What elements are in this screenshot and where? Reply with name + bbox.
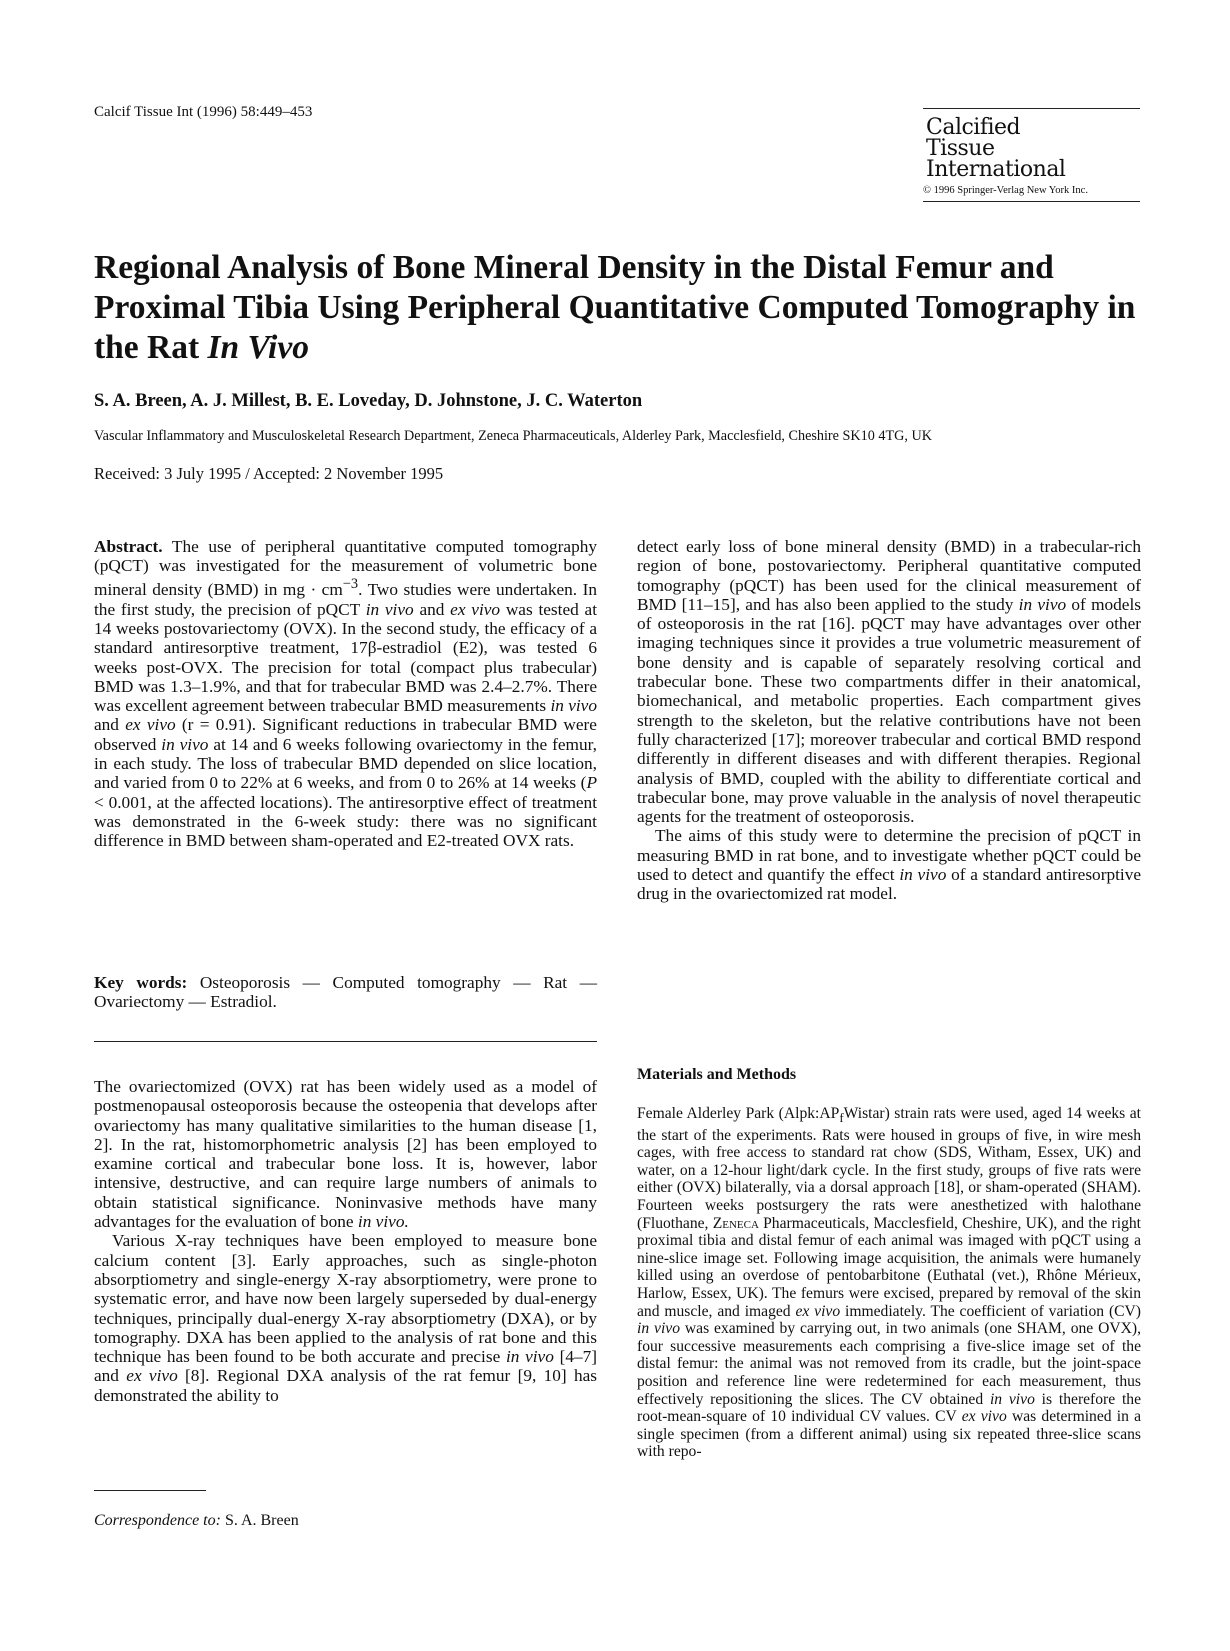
correspondence-footnote xyxy=(94,1512,299,1530)
intro-paragraph: The ovariectomized (OVX) rat has been widely used as a model of postmenopausal osteoporosis because the osteopenia that develops after ovariectomy has many qualitative similarities to the human disease [1, 2]. In the rat, histomorphometric analysis [2] has been employed to examine cortical and trabecular bone loss. It is, however, labor intensive, destructive, and can require large numbers of animals to obtain statistical significance. Noninvasive methods have many advantages for the evaluation of bone in vivo. xyxy=(94,1077,597,1232)
keywords-text: Osteoporosis — Computed tomography — Rat — Ovariectomy — Estradiol. xyxy=(94,973,597,1012)
journal-citation: Calcif Tissue Int (1996) 58:449–453 xyxy=(94,104,313,120)
introduction-right xyxy=(637,537,1141,904)
received-dates: Received: 3 July 1995 / Accepted: 2 November 1995 xyxy=(94,464,444,483)
intro-paragraph: The aims of this study were to determine the precision of pQCT in measuring BMD in rat bone, and to investigate whether pQCT could be used to detect and quantify the effect in vivo of a standard antiresorptive drug in the ovariectomized rat model. xyxy=(637,826,1142,904)
footnote-rule xyxy=(94,1490,206,1491)
correspondence-label: Correspondence to: xyxy=(94,1512,221,1529)
correspondence-name: S. A. Breen xyxy=(224,1512,299,1529)
methods-body xyxy=(637,1105,1141,1461)
abstract-label: Abstract. xyxy=(94,537,163,556)
logo-top-rule xyxy=(923,108,1140,109)
title-italic: In Vivo xyxy=(207,329,309,366)
abstract-divider xyxy=(94,1041,597,1042)
title-main: Regional Analysis of Bone Mineral Density in the Distal Femur and Proximal Tibia Using Peripheral Quantitative Computed Tomography in the Rat xyxy=(94,249,1136,366)
affiliation: Vascular Inflammatory and Musculoskeletal Research Department, Zeneca Pharmaceuticals, Alderley Park, Macclesfield, Cheshire SK10 4TG, UK xyxy=(94,428,932,444)
logo-word-1: Calcified xyxy=(926,115,1021,140)
copyright-notice: © 1996 Springer-Verlag New York Inc. xyxy=(923,185,1140,202)
logo-word-3: International xyxy=(926,157,1066,182)
introduction-left xyxy=(94,1077,597,1405)
keywords xyxy=(94,973,597,1012)
paper-title xyxy=(94,248,1144,368)
abstract xyxy=(94,537,597,851)
section-heading-methods: Materials and Methods xyxy=(637,1066,797,1083)
abstract-text: The use of peripheral quantitative computed tomography (pQCT) was investigated for the measurement of volumetric bone mineral density (BMD) in mg · $cm^{-3}$. Two studies were undertaken. In the first study, the precision of pQCT in vivo and ex vivo was tested at 14 weeks postovariectomy (OVX). In the second study, the efficacy of a standard antiresorptive treatment, 17β-estradiol (E2), was tested 6 weeks post-OVX. The precision for total (compact plus trabecular) BMD was 1.3–1.9%, and that for trabecular BMD was 2.4–2.7%. There was excellent agreement between trabecular BMD measurements in vivo and ex vivo (r = 0.91). Significant reductions in trabecular BMD were observed in vivo at 14 and 6 weeks following ovariectomy in the femur, in each study. The loss of trabecular BMD depended on slice location, and varied from 0 to 22% at 6 weeks, and from 0 to 26% at 14 weeks (P < 0.001, at the affected locations). The antiresorptive effect of treatment was demonstrated in the 6-week study: there was no significant difference in BMD between sham-operated and E2-treated OVX rats. xyxy=(94,537,598,851)
intro-paragraph: detect early loss of bone mineral density (BMD) in a trabecular-rich region of bone, postovariectomy. Peripheral quantitative computed tomography (pQCT) has been used for the clinical measurement of BMD [11–15], and has also been applied to the study in vivo of models of osteoporosis in the rat [16]. pQCT may have advantages over other imaging techniques since it provides a true volumetric measurement of bone density and is capable of separately resolving cortical and trabecular bone. These two compartments differ in their anatomical, biomechanical, and metabolic properties. Each compartment gives strength to the skeleton, but the relative contributions have not been fully characterized [17]; moreover trabecular and cortical BMD respond differently in different diseases and with different therapies. Regional analysis of BMD, coupled with the ability to differentiate cortical and trabecular bone, may prove valuable in the analysis of novel therapeutic agents for the treatment of osteoporosis. xyxy=(637,537,1141,827)
logo-word-2: Tissue xyxy=(926,136,995,161)
journal-logo xyxy=(923,108,1140,202)
author-list: S. A. Breen, A. J. Millest, B. E. Loveday, D. Johnstone, J. C. Waterton xyxy=(94,391,643,411)
intro-paragraph: Various X-ray techniques have been employed to measure bone calcium content [3]. Early approaches, such as single-photon absorptiometry and single-energy X-ray absorptiometry, were prone to systematic error, and have now been largely superseded by dual-energy techniques, principally dual-energy X-ray absorptiometry (DXA), or by tomography. DXA has been applied to the analysis of rat bone and this technique has been found to be both accurate and precise in vivo [4–7] and ex vivo [8]. Regional DXA analysis of the rat femur [9, 10] has demonstrated the ability to xyxy=(94,1231,597,1405)
keywords-label: Key words: xyxy=(94,973,188,992)
journal-logo-wordmark xyxy=(926,117,1140,180)
methods-paragraph: Female Alderley Park $(Alpk:AP_fWistar)$ strain rats were used, aged 14 weeks at the start of the experiments. Rats were housed in groups of five, in wire mesh cages, with free access to standard rat chow (SDS, Witham, Essex, UK) and water, on a 12-hour light/dark cycle. In the first study, groups of five rats were either (OVX) bilaterally, via a dorsal approach [18], or sham-operated (SHAM). Fourteen weeks postsurgery the rats were anesthetized with halothane (Fluothane, Zeneca Pharmaceuticals, Macclesfield, Cheshire, UK), and the right proximal tibia and distal femur of each animal was imaged with pQCT using a nine-slice image set. Following image acquisition, the animals were humanely killed using an overdose of pentobarbitone (Euthatal (vet.), Rhône Mérieux, Harlow, Essex, UK). The femurs were excised, prepared by removal of the skin and muscle, and imaged ex vivo immediately. The coefficient of variation (CV) in vivo was examined by carrying out, in two animals (one SHAM, one OVX), four successive measurements each comprising a five-slice image set of the distal femur: the animal was not removed from its cradle, but the joint-space position and reference line were redetermined for each measurement, thus effectively repositioning the slices. The CV obtained in vivo is therefore the root-mean-square of 10 individual CV values. CV ex vivo was determined in a single specimen (from a different animal) using six repeated three-slice scans with repo- xyxy=(637,1105,1142,1461)
